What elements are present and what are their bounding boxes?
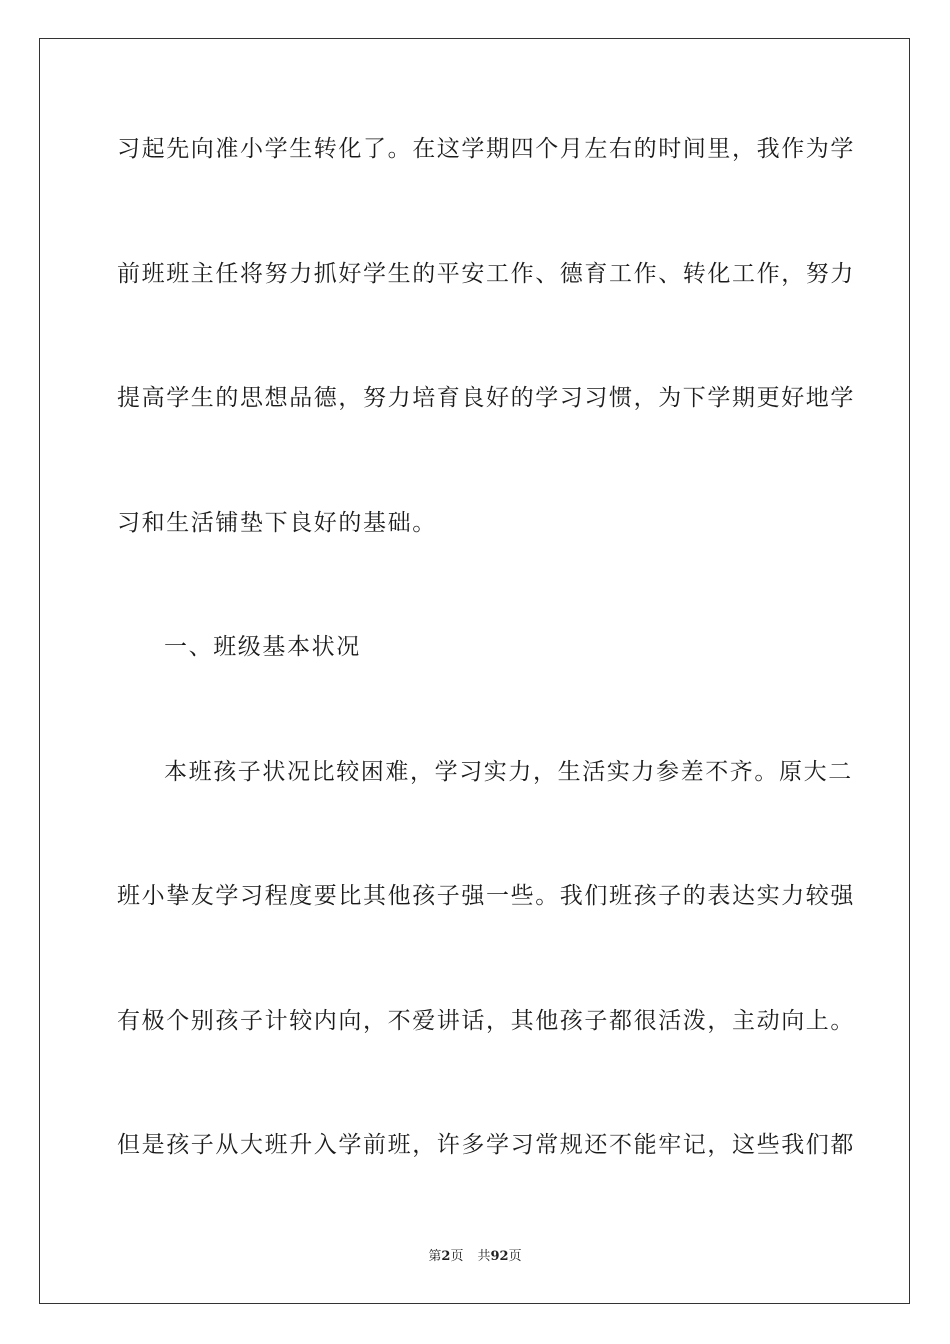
section-heading: 一、班级基本状况 xyxy=(164,634,361,660)
page-number: 2 xyxy=(441,1249,451,1264)
body-text-line-7: 有极个别孩子计较内向，不爱讲话，其他孩子都很活泼，主动向上。 xyxy=(117,1008,855,1034)
body-text-line-5: 本班孩子状况比较困难，学习实力，生活实力参差不齐。原大二 xyxy=(164,759,853,785)
total-pages: 92 xyxy=(490,1249,509,1264)
page-border xyxy=(39,38,910,1304)
body-text-line-8: 但是孩子从大班升入学前班，许多学习常规还不能牢记，这些我们都 xyxy=(117,1132,855,1158)
body-text-line-2: 前班班主任将努力抓好学生的平安工作、德育工作、转化工作，努力 xyxy=(117,261,855,287)
body-text-line-4: 习和生活铺垫下良好的基础。 xyxy=(117,510,437,536)
body-text-line-3: 提高学生的思想品德，努力培育良好的学习习惯，为下学期更好地学 xyxy=(117,385,855,411)
total-prefix: 共 xyxy=(477,1249,491,1264)
page-prefix: 第 xyxy=(428,1249,442,1264)
body-text-line-6: 班小挚友学习程度要比其他孩子强一些。我们班孩子的表达实力较强 xyxy=(117,883,855,909)
page-footer xyxy=(0,1248,950,1266)
page-suffix: 页 xyxy=(450,1249,464,1264)
body-text-line-1: 习起先向准小学生转化了。在这学期四个月左右的时间里，我作为学 xyxy=(117,136,855,162)
total-suffix: 页 xyxy=(508,1249,522,1264)
